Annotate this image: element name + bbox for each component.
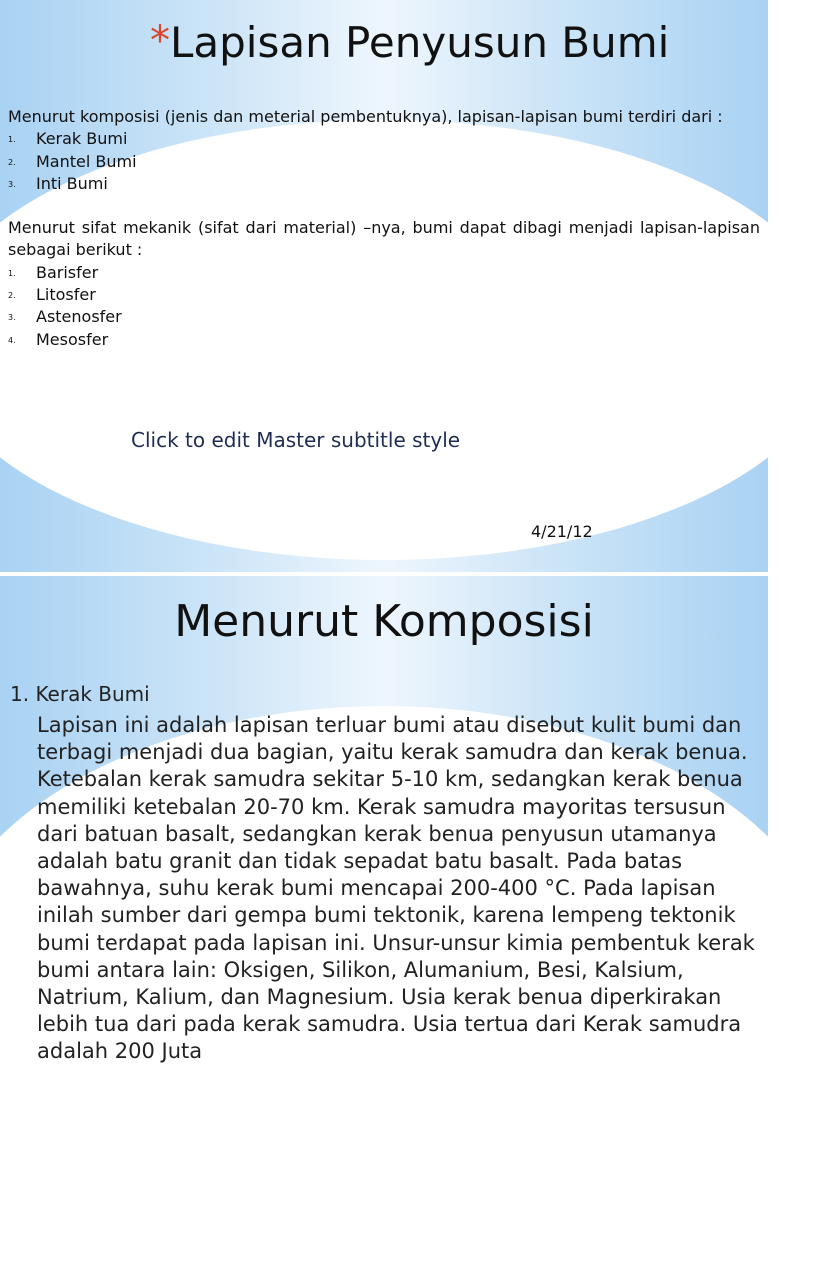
list-item: [8, 173, 760, 195]
title-bullet: *: [150, 18, 170, 64]
slide-date: 4/21/12: [531, 522, 593, 541]
list-number: 4.: [8, 335, 16, 345]
list-komposisi: [8, 128, 760, 195]
list-item: [8, 329, 760, 351]
list-label: Mesosfer: [36, 329, 109, 349]
intro-mekanik: Menurut sifat mekanik (sifat dari material) –nya, bumi dapat dibagi menjadi lapisan-lapisan sebagai berikut :: [8, 218, 760, 260]
slide-1: [0, 0, 768, 572]
list-label: Inti Bumi: [36, 173, 108, 193]
section-paragraph: Lapisan ini adalah lapisan terluar bumi atau disebut kulit bumi dan terbagi menjadi dua bagian, yaitu kerak samudra dan kerak benua. Ketebalan kerak samudra sekitar 5-10 km, sedangkan kerak benua memiliki ketebalan 20-70 km. Kerak samudra mayoritas tersusun dari batuan basalt, sedangkan kerak benua penyusun utamanya adalah batu granit dan tidak sepadat batu basalt. Pada batas bawahnya, suhu kerak bumi mencapai 200-400 °C. Pada lapisan inilah sumber dari gempa bumi tektonik, karena lempeng tektonik bumi terdapat pada lapisan ini. Unsur-unsur kimia pembentuk kerak bumi antara lain: Oksigen, Silikon, Alumanium, Besi, Kalsium, Natrium, Kalium, dan Magnesium. Usia kerak benua diperkirakan lebih tua dari pada kerak samudra. Usia tertua dari Kerak samudra adalah 200 Juta: [37, 713, 755, 1064]
slide-title: Menurut Komposisi: [174, 596, 594, 647]
list-number: 2.: [8, 291, 16, 301]
list-number: 2.: [8, 157, 16, 167]
spacer: [8, 195, 760, 217]
intro-komposisi: Menurut komposisi (jenis dan meterial pembentuknya), lapisan-lapisan bumi terdiri dari :: [8, 107, 723, 126]
list-item: [8, 128, 760, 150]
list-item: [8, 306, 760, 328]
list-label: Litosfer: [36, 285, 96, 305]
subtitle-placeholder[interactable]: Click to edit Master subtitle style: [131, 428, 461, 452]
list-label: Astenosfer: [36, 307, 122, 327]
slide-body: [8, 106, 760, 351]
slide-title-text: Lapisan Penyusun Bumi: [170, 18, 670, 67]
section-heading: 1. Kerak Bumi: [10, 682, 150, 706]
list-number: 3.: [8, 313, 16, 323]
list-item: [8, 151, 760, 173]
list-label: Kerak Bumi: [36, 129, 128, 149]
list-item: [8, 284, 760, 306]
list-number: 3.: [8, 179, 16, 189]
list-number: 1.: [8, 268, 16, 278]
list-mekanik: [8, 262, 760, 351]
list-label: Mantel Bumi: [36, 151, 137, 171]
list-item: [8, 262, 760, 284]
slide-title: [150, 18, 669, 67]
list-number: 1.: [8, 135, 16, 145]
list-label: Barisfer: [36, 262, 99, 282]
slide-2: [0, 576, 768, 1064]
